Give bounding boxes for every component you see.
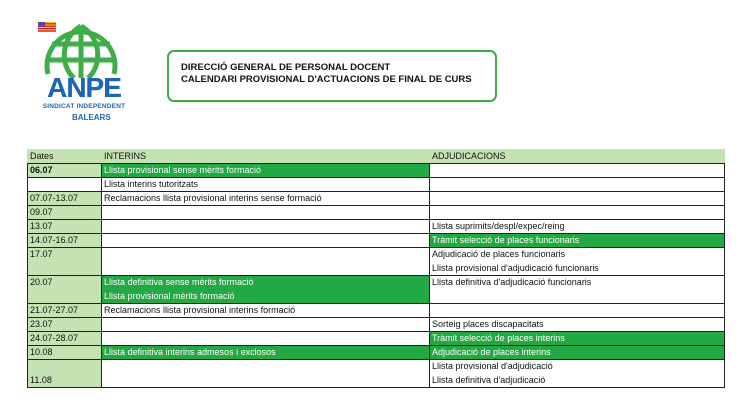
column-header-dates: Dates <box>28 150 102 164</box>
interins-line: Llista definitiva sense mèrits formació <box>104 277 254 287</box>
date-cell: 09.07 <box>28 206 102 220</box>
adjudicacions-cell <box>430 304 725 318</box>
date-cell <box>28 178 102 192</box>
table-row <box>28 220 725 234</box>
logo-subtitle: SINDICAT INDEPENDENT <box>42 103 126 110</box>
table-row <box>28 248 725 276</box>
interins-cell: Llista definitiva interins admesos i exclosos <box>102 346 430 360</box>
table-row <box>28 192 725 206</box>
adjudicacions-line: Llista provisional d'adjudicació <box>432 361 553 371</box>
table-row <box>28 206 725 220</box>
interins-cell <box>102 206 430 220</box>
interins-cell <box>102 360 430 388</box>
header-line-2: CALENDARI PROVISIONAL D'ACTUACIONS DE FINAL DE CURS <box>181 74 472 85</box>
interins-cell <box>102 318 430 332</box>
date-cell: 13.07 <box>28 220 102 234</box>
header-line-1: DIRECCIÓ GENERAL DE PERSONAL DOCENT <box>181 62 391 73</box>
table-row <box>28 360 725 388</box>
table-row <box>28 318 725 332</box>
adjudicacions-cell <box>430 178 725 192</box>
interins-line: Llista provisional mèrits formació <box>104 290 235 301</box>
column-header-interins: INTERINS <box>102 150 430 164</box>
date-cell: 14.07-16.07 <box>28 234 102 248</box>
interins-cell: Llista interins tutoritzats <box>102 178 430 192</box>
calendar-table <box>27 149 725 388</box>
interins-cell: Reclamacions llista provisional interins sense formació <box>102 192 430 206</box>
table-row <box>28 332 725 346</box>
logo-region: BALEARS <box>72 113 111 122</box>
column-header-adjudicacions: ADJUDICACIONS <box>430 150 725 164</box>
table-row <box>28 178 725 192</box>
adjudicacions-cell: Llista definitiva d'adjudicació funcionaris <box>430 276 725 304</box>
adjudicacions-line: Llista provisional d'adjudicació funcionaris <box>432 262 599 273</box>
document-header <box>167 50 497 102</box>
adjudicacions-cell <box>430 248 725 276</box>
date-cell: 20.07 <box>28 276 102 304</box>
adjudicacions-cell: Tràmit selecció de places interins <box>430 332 725 346</box>
interins-cell <box>102 332 430 346</box>
date-cell: 17.07 <box>28 248 102 276</box>
adjudicacions-cell: Adjudicació de places interins <box>430 346 725 360</box>
table-row <box>28 276 725 304</box>
adjudicacions-cell: Tràmit selecció de places funcionaris <box>430 234 725 248</box>
adjudicacions-cell <box>430 206 725 220</box>
adjudicacions-line: Llista definitiva d'adjudicació <box>432 374 546 385</box>
interins-cell: Reclamacions llista provisional interins formació <box>102 304 430 318</box>
interins-cell <box>102 220 430 234</box>
interins-cell: Llista provisional sense mèrits formació <box>102 164 430 178</box>
interins-cell <box>102 234 430 248</box>
adjudicacions-cell: Llista suprimits/despl/expec/reing <box>430 220 725 234</box>
date-cell: 11.08 <box>28 360 102 388</box>
date-cell: 23.07 <box>28 318 102 332</box>
anpe-logo <box>28 22 138 122</box>
date-cell: 21.07-27.07 <box>28 304 102 318</box>
table-row <box>28 304 725 318</box>
adjudicacions-cell <box>430 164 725 178</box>
date-cell: 06.07 <box>28 164 102 178</box>
interins-cell <box>102 248 430 276</box>
adjudicacions-cell <box>430 360 725 388</box>
logo-name: ANPE <box>47 72 121 103</box>
adjudicacions-cell: Sorteig places discapacitats <box>430 318 725 332</box>
balearic-flag-icon <box>38 22 56 32</box>
adjudicacions-line: Adjudicació de places funcionaris <box>432 249 566 259</box>
date-cell: 07.07-13.07 <box>28 192 102 206</box>
adjudicacions-cell <box>430 192 725 206</box>
table-row <box>28 346 725 360</box>
date-cell: 24.07-28.07 <box>28 332 102 346</box>
interins-cell <box>102 276 430 304</box>
table-row <box>28 234 725 248</box>
date-cell: 10.08 <box>28 346 102 360</box>
table-row <box>28 164 725 178</box>
table-header-row <box>28 150 725 164</box>
